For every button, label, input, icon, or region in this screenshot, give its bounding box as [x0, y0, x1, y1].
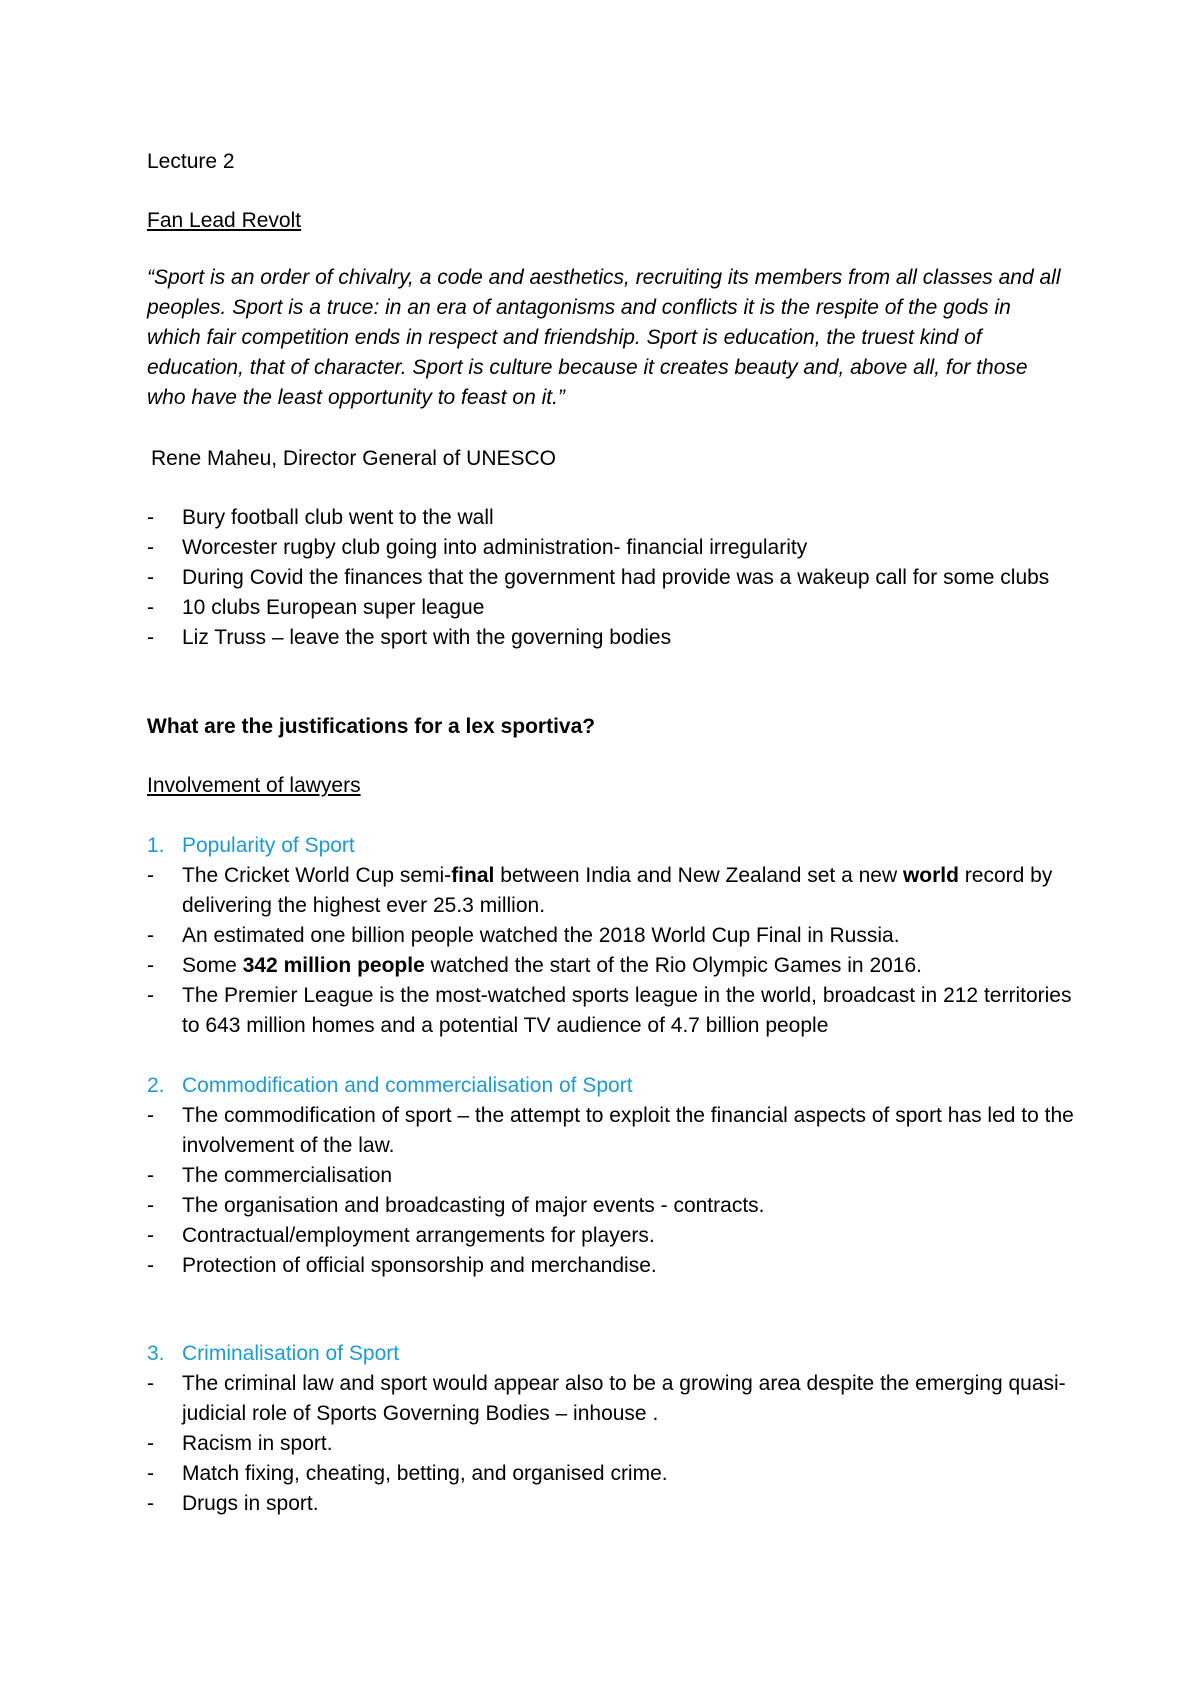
- list-item: [147, 563, 1077, 593]
- bullet-marker: -: [147, 1372, 154, 1395]
- bullet-marker: -: [147, 954, 154, 977]
- bold-text: final: [451, 864, 495, 887]
- list-item: [147, 1489, 1077, 1519]
- section-title-text: Commodification and commercialisation of Sport: [182, 1074, 633, 1097]
- section-number: 2.: [147, 1074, 165, 1097]
- list-item-text: Protection of official sponsorship and merchandise.: [182, 1254, 657, 1277]
- list-item: [147, 921, 1077, 951]
- bullet-marker: -: [147, 984, 154, 1007]
- list-item-text: [182, 864, 1052, 917]
- text-run: record by delivering the highest ever 25.3 million.: [182, 864, 1053, 917]
- bullet-marker: -: [147, 1164, 154, 1187]
- list-item: [147, 503, 1077, 533]
- section-number: 1.: [147, 834, 165, 857]
- list-item-text: The organisation and broadcasting of major events - contracts.: [182, 1194, 765, 1217]
- list-item: [147, 1221, 1077, 1251]
- list-item-text: During Covid the finances that the government had provide was a wakeup call for some clubs: [182, 566, 1050, 589]
- section-title-commodification: [147, 1071, 633, 1101]
- list-item: [147, 1191, 1077, 1221]
- list-item: [147, 1251, 1077, 1281]
- section-title-popularity: [147, 831, 355, 861]
- list-item: [147, 1459, 1077, 1489]
- intro-bullet-list: [147, 503, 1077, 653]
- list-item-text: The Premier League is the most-watched sports league in the world, broadcast in 212 territories to 643 million homes and a potential TV audience of 4.7 billion people: [182, 984, 1072, 1037]
- list-item-text: Worcester rugby club going into administration- financial irregularity: [182, 536, 808, 559]
- list-item-text: The criminal law and sport would appear also to be a growing area despite the emerging quasi-judicial role of Sports Governing Bodies – inhouse .: [182, 1372, 1066, 1425]
- bullet-marker: -: [147, 1492, 154, 1515]
- list-item-text: The commodification of sport – the attempt to exploit the financial aspects of sport has led to the involvement of the law.: [182, 1104, 1074, 1157]
- list-item-text: [182, 954, 922, 977]
- text-run: Some: [182, 954, 243, 977]
- bullet-marker: -: [147, 536, 154, 559]
- list-item: [147, 951, 1077, 981]
- section-number: 3.: [147, 1342, 165, 1365]
- list-item-text: 10 clubs European super league: [182, 596, 485, 619]
- bullet-marker: -: [147, 924, 154, 947]
- bullet-marker: -: [147, 626, 154, 649]
- list-item-text: Contractual/employment arrangements for players.: [182, 1224, 655, 1247]
- bullet-marker: -: [147, 596, 154, 619]
- list-item-text: Match fixing, cheating, betting, and organised crime.: [182, 1462, 668, 1485]
- section-title-text: Criminalisation of Sport: [182, 1342, 400, 1365]
- attribution: Rene Maheu, Director General of UNESCO: [151, 447, 556, 470]
- list-item: [147, 533, 1077, 563]
- bold-text: world: [902, 864, 959, 887]
- list-item: [147, 1429, 1077, 1459]
- criminalisation-bullet-list: [147, 1369, 1077, 1519]
- list-item: [147, 1101, 1077, 1161]
- section-title-criminalisation: [147, 1339, 399, 1369]
- section-title-text: Popularity of Sport: [182, 834, 355, 857]
- text-run: The Cricket World Cup semi-: [182, 864, 452, 887]
- lecture-title: Lecture 2: [147, 150, 235, 173]
- bullet-marker: -: [147, 864, 154, 887]
- bullet-marker: -: [147, 1224, 154, 1247]
- list-item: [147, 1369, 1077, 1429]
- list-item-text: An estimated one billion people watched the 2018 World Cup Final in Russia.: [182, 924, 900, 947]
- list-item-text: Liz Truss – leave the sport with the governing bodies: [182, 626, 672, 649]
- involvement-heading: Involvement of lawyers: [147, 774, 361, 797]
- bullet-marker: -: [147, 566, 154, 589]
- bullet-marker: -: [147, 506, 154, 529]
- list-item: [147, 861, 1077, 921]
- popularity-bullet-list: [147, 861, 1077, 1041]
- list-item-text: The commercialisation: [182, 1164, 393, 1187]
- list-item-text: Bury football club went to the wall: [182, 506, 494, 529]
- list-item: [147, 981, 1077, 1041]
- bold-text: 342 million people: [242, 954, 425, 977]
- subtitle: Fan Lead Revolt: [147, 209, 302, 232]
- bullet-marker: -: [147, 1194, 154, 1217]
- text-run: between India and New Zealand set a new: [494, 864, 903, 887]
- bullet-marker: -: [147, 1432, 154, 1455]
- list-item: [147, 1161, 1077, 1191]
- list-item-text: Drugs in sport.: [182, 1492, 319, 1515]
- bullet-marker: -: [147, 1254, 154, 1277]
- quote-block: “Sport is an order of chivalry, a code and aesthetics, recruiting its members from all classes and all peoples. Sport is a truce: in an era of antagonisms and conflicts it is the respite of the gods in which fair competition ends in respect and friendship. Sport is education, the truest kind of education, that of character. Sport is culture because it creates beauty and, above all, for those who have the least opportunity to feast on it.”: [147, 266, 1061, 409]
- question-heading: What are the justifications for a lex sportiva?: [147, 715, 596, 738]
- list-item: [147, 623, 1077, 653]
- text-run: watched the start of the Rio Olympic Games in 2016.: [424, 954, 922, 977]
- list-item: [147, 593, 1077, 623]
- list-item-text: Racism in sport.: [182, 1432, 333, 1455]
- commodification-bullet-list: [147, 1101, 1077, 1281]
- bullet-marker: -: [147, 1104, 154, 1127]
- bullet-marker: -: [147, 1462, 154, 1485]
